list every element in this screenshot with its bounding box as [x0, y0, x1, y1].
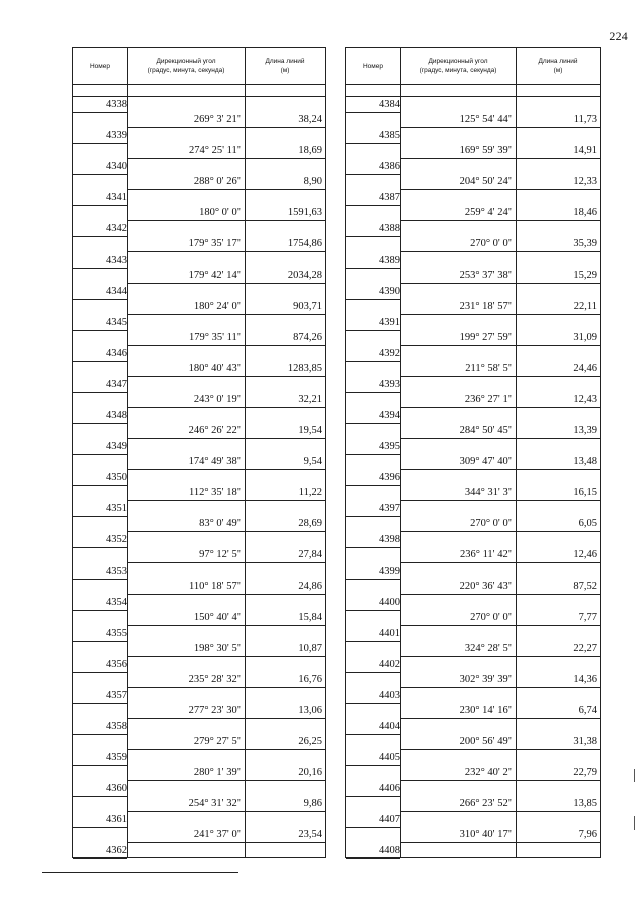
- number-row-rule: [73, 610, 127, 611]
- point-number: 4359: [106, 752, 127, 764]
- line-length: 11,73: [573, 114, 597, 125]
- value-row-rule: [127, 251, 325, 252]
- bearing-angle: 198° 30' 5": [193, 642, 241, 654]
- number-row-rule: [346, 796, 400, 797]
- value-row-rule: [127, 469, 325, 470]
- number-row-rule: [73, 672, 127, 673]
- point-number: 4385: [379, 130, 400, 142]
- line-length: 13,85: [573, 798, 597, 810]
- value-row-rule: [127, 345, 325, 346]
- value-row-rule: [127, 780, 325, 781]
- point-number: 4351: [106, 503, 127, 515]
- bearing-angle: 211° 58' 5": [465, 362, 512, 374]
- number-row-rule: [346, 579, 400, 580]
- line-length: 13,39: [573, 425, 597, 436]
- line-length: 38,24: [298, 114, 322, 125]
- line-length: 20,16: [298, 767, 322, 779]
- point-number: 4341: [106, 192, 127, 204]
- point-number: 4398: [379, 534, 400, 546]
- bearing-angle: 241° 37' 0": [193, 829, 241, 841]
- header-number-text: Номер: [362, 62, 383, 70]
- number-row-rule: [73, 174, 127, 175]
- line-length: 11,22: [298, 487, 322, 499]
- header-length-text: Длина линий: [538, 58, 578, 65]
- bearing-angle: 169° 59' 39": [459, 145, 512, 157]
- number-row-rule: [346, 361, 400, 362]
- number-row-rule: [346, 268, 400, 269]
- number-row-rule: [73, 796, 127, 797]
- point-number: 4393: [379, 378, 400, 390]
- number-row-rule: [73, 268, 127, 269]
- number-row-rule: [73, 236, 127, 237]
- bearing-angle: 279° 27' 5": [193, 736, 241, 747]
- point-number: 4400: [379, 596, 400, 608]
- bearing-angle: 199° 27' 59": [459, 331, 512, 343]
- bearing-angle: 232° 40' 2": [464, 767, 512, 779]
- point-number: 4343: [106, 254, 127, 266]
- line-length: 6,74: [578, 704, 597, 716]
- line-length: 22,11: [573, 300, 597, 312]
- line-length: 15,84: [298, 611, 322, 623]
- point-number: 4362: [106, 845, 127, 857]
- line-length: 13,06: [298, 704, 322, 716]
- line-length: 15,29: [573, 269, 597, 281]
- value-row-rule: [400, 687, 600, 688]
- line-length: 23,54: [298, 829, 322, 841]
- line-length: 14,91: [573, 145, 597, 157]
- number-row-rule: [73, 485, 127, 486]
- point-number: 4402: [379, 658, 400, 670]
- line-length: 10,87: [298, 642, 322, 654]
- value-row-rule: [127, 376, 325, 377]
- bearing-angle: 274° 25' 11": [189, 145, 241, 157]
- header-angle-text: Дирекционный угол: [156, 58, 216, 65]
- value-row-rule: [127, 314, 325, 315]
- edge-mark: [634, 769, 635, 782]
- bearing-angle: 259° 4' 24": [464, 207, 512, 219]
- point-number: 4389: [379, 254, 400, 266]
- line-length: 7,77: [578, 611, 597, 623]
- header-angle: [127, 48, 245, 84]
- point-number: 4408: [379, 845, 400, 857]
- line-length: 9,86: [303, 798, 322, 810]
- bearing-angle: 266° 23' 52": [459, 798, 512, 810]
- number-row-rule: [73, 330, 127, 331]
- bearing-angle: 179° 35' 11": [189, 331, 241, 343]
- number-row-rule: [346, 703, 400, 704]
- point-number: 4386: [379, 161, 400, 173]
- value-row-rule: [127, 189, 325, 190]
- number-row-rule: [346, 454, 400, 455]
- value-row-rule: [127, 562, 325, 563]
- point-number: 4340: [106, 161, 127, 173]
- line-length: 87,52: [573, 580, 597, 592]
- point-number: 4404: [379, 721, 400, 732]
- line-length: 12,33: [573, 176, 597, 188]
- point-number: 4394: [379, 410, 400, 421]
- header-length: [516, 48, 600, 84]
- bearing-angle: 180° 40' 43": [188, 362, 241, 374]
- value-row-rule: [127, 842, 325, 843]
- value-row-rule: [127, 718, 325, 719]
- value-row-rule: [127, 127, 325, 128]
- bearing-angle: 246° 26' 22": [188, 425, 241, 436]
- header-angle-text: (градус, минута, секунда): [147, 67, 225, 74]
- bearing-angle: 236° 27' 1": [464, 393, 512, 405]
- value-row-rule: [400, 718, 600, 719]
- point-number: 4399: [379, 565, 400, 577]
- bearing-angle: 174° 49' 38": [188, 456, 241, 468]
- bearing-angle: 110° 18' 57": [189, 580, 241, 592]
- number-row-rule: [73, 205, 127, 206]
- point-number: 4344: [106, 285, 127, 297]
- number-row-rule: [73, 392, 127, 393]
- bearing-angle: 179° 35' 17": [188, 238, 241, 250]
- number-row-rule: [73, 734, 127, 735]
- number-row-rule: [73, 454, 127, 455]
- value-row-rule: [400, 531, 600, 532]
- value-row-rule: [400, 842, 600, 843]
- bearing-angle: 309° 47' 40": [459, 456, 512, 468]
- point-number: 4358: [106, 721, 127, 732]
- value-row-rule: [400, 376, 600, 377]
- value-row-rule: [127, 625, 325, 626]
- value-row-rule: [127, 531, 325, 532]
- coordinate-table-right: [345, 47, 601, 858]
- line-length: 12,46: [573, 549, 597, 561]
- bearing-angle: 270° 0' 0": [470, 611, 512, 623]
- line-length: 22,27: [573, 642, 597, 654]
- edge-mark: [634, 816, 635, 830]
- number-row-rule: [346, 143, 400, 144]
- bearing-angle: 204° 50' 24": [459, 176, 512, 188]
- value-row-rule: [400, 749, 600, 750]
- line-length: 9,54: [303, 456, 322, 468]
- number-row-rule: [73, 516, 127, 517]
- bearing-angle: 324° 28' 5": [464, 642, 512, 654]
- point-number: 4388: [379, 223, 400, 235]
- point-number: 4395: [379, 441, 400, 453]
- line-length: 874,26: [293, 331, 322, 343]
- line-length: 35,39: [573, 238, 597, 250]
- line-length: 903,71: [293, 300, 322, 312]
- header-number: [346, 48, 400, 84]
- bearing-angle: 231° 18' 57": [459, 300, 512, 312]
- point-number: 4397: [379, 503, 400, 515]
- point-number: 4396: [379, 472, 400, 484]
- point-number: 4350: [106, 472, 127, 484]
- value-row-rule: [127, 687, 325, 688]
- number-row-rule: [73, 299, 127, 300]
- line-length: 8,90: [303, 176, 322, 188]
- line-length: 22,79: [573, 767, 597, 779]
- value-row-rule: [127, 594, 325, 595]
- number-row-rule: [346, 641, 400, 642]
- value-row-rule: [400, 407, 600, 408]
- line-length: 26,25: [298, 736, 322, 747]
- point-number: 4407: [379, 814, 400, 826]
- point-number: 4356: [106, 658, 127, 670]
- number-row-rule: [346, 299, 400, 300]
- point-number: 4338: [106, 99, 127, 110]
- value-row-rule: [400, 438, 600, 439]
- bearing-angle: 230° 14' 16": [459, 704, 512, 716]
- value-row-rule: [127, 500, 325, 501]
- number-row-rule: [73, 827, 127, 828]
- header-number: [73, 48, 127, 84]
- value-row-rule: [400, 656, 600, 657]
- point-number: 4352: [106, 534, 127, 546]
- line-length: 31,38: [573, 736, 597, 747]
- number-row-rule: [346, 672, 400, 673]
- value-row-rule: [400, 283, 600, 284]
- line-length: 14,36: [573, 673, 597, 685]
- point-number: 4405: [379, 752, 400, 764]
- point-number: 4348: [106, 410, 127, 421]
- value-row-rule: [400, 500, 600, 501]
- bearing-angle: 150° 40' 4": [193, 611, 241, 623]
- header-length: [245, 48, 325, 84]
- number-row-rule: [73, 641, 127, 642]
- number-row-rule: [346, 516, 400, 517]
- point-number: 4361: [106, 814, 127, 826]
- bearing-angle: 179° 42' 14": [188, 269, 241, 281]
- line-length: 1754,86: [287, 238, 322, 250]
- value-row-rule: [127, 656, 325, 657]
- value-row-rule: [400, 469, 600, 470]
- line-length: 1283,85: [287, 362, 322, 374]
- header-angle-text: Дирекционный угол: [428, 58, 488, 65]
- header-angle-text: (градус, минута, секунда): [419, 67, 497, 74]
- bearing-angle: 243° 0' 19": [193, 393, 241, 405]
- number-row-rule: [73, 361, 127, 362]
- bearing-angle: 270° 0' 0": [470, 518, 512, 530]
- line-length: 18,69: [298, 145, 322, 157]
- point-number: 4406: [379, 783, 400, 795]
- bearing-angle: 235° 28' 32": [188, 673, 241, 685]
- header-rule: [346, 84, 600, 85]
- bearing-angle: 344° 31' 3": [464, 487, 512, 499]
- number-row-rule: [73, 765, 127, 766]
- number-row-rule: [346, 236, 400, 237]
- header-rule: [73, 96, 325, 97]
- number-row-rule: [73, 703, 127, 704]
- bearing-angle: 254° 31' 32": [188, 798, 241, 810]
- point-number: 4360: [106, 783, 127, 795]
- point-number: 4403: [379, 689, 400, 701]
- number-row-rule: [346, 330, 400, 331]
- point-number: 4339: [106, 130, 127, 142]
- line-length: 24,86: [298, 580, 322, 592]
- value-row-rule: [400, 251, 600, 252]
- line-length: 31,09: [573, 331, 597, 343]
- number-row-rule: [346, 423, 400, 424]
- number-row-rule: [346, 765, 400, 766]
- line-length: 27,84: [298, 549, 322, 561]
- line-length: 16,76: [298, 673, 322, 685]
- point-number: 4390: [379, 285, 400, 297]
- point-number: 4384: [379, 99, 400, 110]
- point-number: 4354: [106, 596, 127, 608]
- line-length: 24,46: [573, 362, 597, 374]
- line-length: 6,05: [578, 518, 597, 530]
- header-length-text: (м): [553, 67, 563, 74]
- number-row-rule: [346, 858, 400, 859]
- bearing-angle: 180° 24' 0": [193, 300, 241, 312]
- header-rule: [346, 96, 600, 97]
- point-number: 4349: [106, 441, 127, 453]
- value-row-rule: [127, 438, 325, 439]
- line-length: 28,69: [298, 518, 322, 530]
- point-number: 4347: [106, 378, 127, 390]
- point-number: 4346: [106, 347, 127, 359]
- number-row-rule: [346, 827, 400, 828]
- value-row-rule: [127, 220, 325, 221]
- bearing-angle: 236° 11' 42": [460, 549, 512, 561]
- bearing-angle: 302° 39' 39": [459, 673, 512, 685]
- bearing-angle: 253° 37' 38": [459, 269, 512, 281]
- header-rule: [73, 84, 325, 85]
- line-length: 1591,63: [287, 207, 322, 219]
- number-row-rule: [73, 112, 127, 113]
- header-length-text: Длина линий: [265, 58, 305, 65]
- bearing-angle: 277° 23' 30": [188, 704, 241, 716]
- bearing-angle: 125° 54' 44": [459, 114, 512, 125]
- line-length: 16,15: [573, 487, 597, 499]
- coordinate-table-left: [72, 47, 326, 858]
- point-number: 4355: [106, 627, 127, 639]
- bearing-angle: 269° 3' 21": [193, 114, 241, 125]
- number-row-rule: [73, 143, 127, 144]
- number-row-rule: [73, 547, 127, 548]
- bearing-angle: 284° 50' 45": [459, 425, 512, 436]
- value-row-rule: [400, 345, 600, 346]
- value-row-rule: [127, 749, 325, 750]
- value-row-rule: [127, 811, 325, 812]
- number-row-rule: [346, 547, 400, 548]
- number-row-rule: [73, 423, 127, 424]
- number-row-rule: [346, 174, 400, 175]
- value-row-rule: [400, 158, 600, 159]
- line-length: 32,21: [298, 393, 322, 405]
- point-number: 4345: [106, 316, 127, 328]
- value-row-rule: [400, 562, 600, 563]
- line-length: 18,46: [573, 207, 597, 219]
- line-length: 19,54: [298, 425, 322, 436]
- value-row-rule: [400, 780, 600, 781]
- number-row-rule: [346, 205, 400, 206]
- point-number: 4387: [379, 192, 400, 204]
- number-row-rule: [346, 610, 400, 611]
- line-length: 12,43: [573, 393, 597, 405]
- point-number: 4391: [379, 316, 400, 328]
- value-row-rule: [400, 189, 600, 190]
- value-row-rule: [400, 314, 600, 315]
- line-length: 13,48: [573, 456, 597, 468]
- number-row-rule: [346, 112, 400, 113]
- footnote-separator: [42, 872, 238, 873]
- value-row-rule: [400, 220, 600, 221]
- line-length: 7,96: [578, 829, 597, 841]
- value-row-rule: [400, 625, 600, 626]
- number-row-rule: [346, 392, 400, 393]
- bearing-angle: 83° 0' 49": [199, 518, 241, 530]
- point-number: 4342: [106, 223, 127, 235]
- bearing-angle: 310° 40' 17": [459, 829, 512, 841]
- value-row-rule: [127, 158, 325, 159]
- bearing-angle: 97° 12' 5": [199, 549, 241, 561]
- bearing-angle: 180° 0' 0": [199, 207, 241, 219]
- page-number: 224: [609, 29, 628, 43]
- point-number: 4392: [379, 347, 400, 359]
- number-row-rule: [73, 579, 127, 580]
- number-row-rule: [346, 485, 400, 486]
- header-length-text: (м): [280, 67, 290, 74]
- bearing-angle: 288° 0' 26": [193, 176, 241, 188]
- bearing-angle: 270° 0' 0": [470, 238, 512, 250]
- header-number-text: Номер: [89, 62, 110, 70]
- value-row-rule: [127, 407, 325, 408]
- value-row-rule: [400, 594, 600, 595]
- point-number: 4401: [379, 627, 400, 639]
- bearing-angle: 112° 35' 18": [189, 487, 241, 499]
- bearing-angle: 200° 56' 49": [459, 736, 512, 747]
- point-number: 4357: [106, 689, 127, 701]
- bearing-angle: 280° 1' 39": [193, 767, 241, 779]
- header-angle: [400, 48, 516, 84]
- number-row-rule: [346, 734, 400, 735]
- value-row-rule: [400, 127, 600, 128]
- number-row-rule: [73, 858, 127, 859]
- line-length: 2034,28: [287, 269, 322, 281]
- value-row-rule: [127, 283, 325, 284]
- point-number: 4353: [106, 565, 127, 577]
- bearing-angle: 220° 36' 43": [459, 580, 512, 592]
- value-row-rule: [400, 811, 600, 812]
